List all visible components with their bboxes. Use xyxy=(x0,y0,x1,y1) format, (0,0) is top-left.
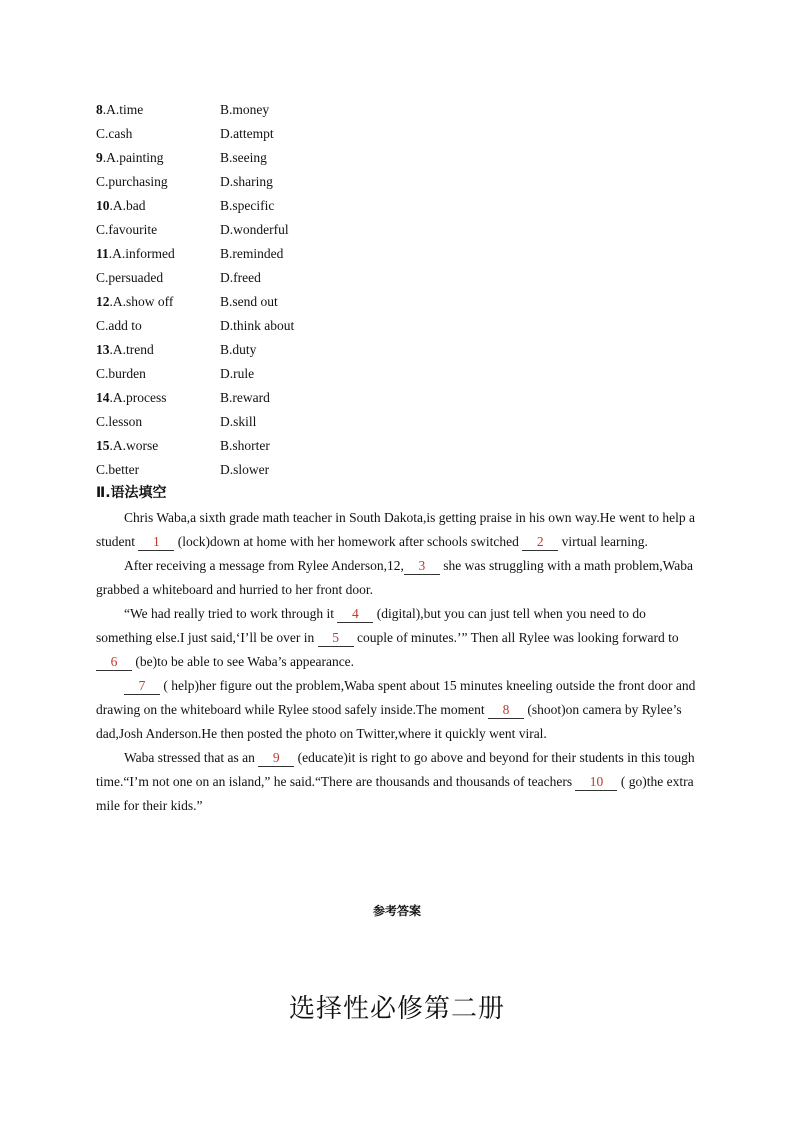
option-text: .A.trend xyxy=(109,342,154,357)
option-left xyxy=(96,194,146,218)
option-right: D.attempt xyxy=(220,126,274,141)
option-left: C.add to xyxy=(96,318,142,333)
passage-paragraph xyxy=(96,554,696,602)
option-left xyxy=(96,98,143,122)
option-right: B.shorter xyxy=(220,438,270,453)
option-row xyxy=(96,290,696,314)
passage-text: ( go)the extra mile for their kids.” xyxy=(96,774,694,813)
option-row xyxy=(96,242,696,266)
option-right: B.money xyxy=(220,102,270,117)
option-row xyxy=(96,170,696,194)
option-left xyxy=(96,338,154,362)
option-right: D.slower xyxy=(220,462,270,477)
option-row xyxy=(96,266,696,290)
option-left: C.burden xyxy=(96,366,146,381)
option-right: D.wonderful xyxy=(220,222,289,237)
option-right: B.send out xyxy=(220,294,278,309)
option-right: B.reward xyxy=(220,390,270,405)
answer-blank[interactable]: 10 xyxy=(575,774,617,791)
option-row xyxy=(96,98,696,122)
option-text: .A.bad xyxy=(109,198,146,213)
option-row xyxy=(96,458,696,482)
question-number: 15 xyxy=(96,438,110,453)
option-right: D.sharing xyxy=(220,174,273,189)
option-row xyxy=(96,122,696,146)
answer-blank[interactable]: 8 xyxy=(488,702,524,719)
option-text: .A.painting xyxy=(102,150,164,165)
answer-blank[interactable]: 5 xyxy=(318,630,354,647)
answer-blank[interactable]: 7 xyxy=(124,678,160,695)
section-title: Ⅱ.语法填空 xyxy=(96,485,167,501)
option-row xyxy=(96,362,696,386)
passage-text: virtual learning. xyxy=(558,534,648,549)
multiple-choice-options xyxy=(96,98,696,482)
option-text: .A.process xyxy=(109,390,167,405)
passage-paragraph xyxy=(96,674,696,746)
passage-text: (educate)it is right to go above and beyond for their students in this tough time.“I’m not one on an island,” he said.“There are thousands and thousands of teachers xyxy=(96,750,695,789)
passage-paragraph xyxy=(96,746,696,818)
grammar-passage xyxy=(96,506,696,818)
option-right: D.think about xyxy=(220,318,295,333)
option-row xyxy=(96,410,696,434)
option-row xyxy=(96,338,696,362)
passage-text: (be)to be able to see Waba’s appearance. xyxy=(132,654,355,669)
passage-text: (lock)down at home with her homework after schools switched xyxy=(174,534,523,549)
passage-text: Waba stressed that as an xyxy=(124,750,259,765)
option-left: C.better xyxy=(96,462,140,477)
option-row xyxy=(96,434,696,458)
question-number: 13 xyxy=(96,342,110,357)
question-number: 11 xyxy=(96,246,109,261)
option-right: D.freed xyxy=(220,270,261,285)
option-left xyxy=(96,386,167,410)
question-number: 12 xyxy=(96,294,110,309)
option-left: C.purchasing xyxy=(96,174,168,189)
passage-text: (shoot)on camera by Rylee’s dad,Josh Anderson.He then posted the photo on Twitter,where it quickly went viral. xyxy=(96,702,682,741)
passage-paragraph xyxy=(96,602,696,674)
answer-blank[interactable]: 3 xyxy=(404,558,440,575)
option-row xyxy=(96,194,696,218)
passage-text: (digital),but you can just tell when you need to do something else.I just said,‘I’ll be over in xyxy=(96,606,646,645)
option-right: B.specific xyxy=(220,198,275,213)
passage-text: ( help)her figure out the problem,Waba spent about 15 minutes kneeling outside the front door and drawing on the whiteboard while Rylee stood safely inside.The moment xyxy=(96,678,696,717)
option-left xyxy=(96,242,175,266)
option-right: D.skill xyxy=(220,414,257,429)
option-left xyxy=(96,434,158,458)
option-left xyxy=(96,290,173,314)
option-left: C.lesson xyxy=(96,414,143,429)
option-text: .A.informed xyxy=(108,246,175,261)
option-right: B.duty xyxy=(220,342,257,357)
option-right: B.reminded xyxy=(220,246,284,261)
answer-blank[interactable]: 6 xyxy=(96,654,132,671)
option-text: .A.show off xyxy=(109,294,174,309)
option-text: .A.worse xyxy=(109,438,159,453)
answer-key-heading: 参考答案 xyxy=(372,904,421,918)
book-title: 选择性必修第二册 xyxy=(288,994,505,1024)
answer-blank[interactable]: 1 xyxy=(138,534,174,551)
option-text: .A.time xyxy=(102,102,144,117)
passage-text: Chris Waba,a sixth grade math teacher in South Dakota,is getting praise in his own way.He went to help a student xyxy=(96,510,696,549)
answer-blank[interactable]: 4 xyxy=(337,606,373,623)
answer-blank[interactable]: 2 xyxy=(522,534,558,551)
option-row xyxy=(96,314,696,338)
option-right: D.rule xyxy=(220,366,255,381)
option-left: C.cash xyxy=(96,126,133,141)
passage-text: couple of minutes.’” Then all Rylee was looking forward to xyxy=(353,630,679,645)
option-right: B.seeing xyxy=(220,150,267,165)
passage-text: she was struggling with a math problem,Waba grabbed a whiteboard and hurried to her front door. xyxy=(96,558,693,597)
passage-text: After receiving a message from Rylee Anderson,12, xyxy=(124,558,404,573)
option-left xyxy=(96,146,164,170)
passage-text: “We had really tried to work through it xyxy=(124,606,338,621)
option-left: C.favourite xyxy=(96,222,158,237)
option-row xyxy=(96,218,696,242)
question-number: 9 xyxy=(96,150,103,165)
option-left: C.persuaded xyxy=(96,270,164,285)
question-number: 8 xyxy=(96,102,103,117)
question-number: 10 xyxy=(96,198,110,213)
question-number: 14 xyxy=(96,390,110,405)
passage-paragraph xyxy=(96,506,696,554)
option-row xyxy=(96,146,696,170)
option-row xyxy=(96,386,696,410)
answer-blank[interactable]: 9 xyxy=(258,750,294,767)
